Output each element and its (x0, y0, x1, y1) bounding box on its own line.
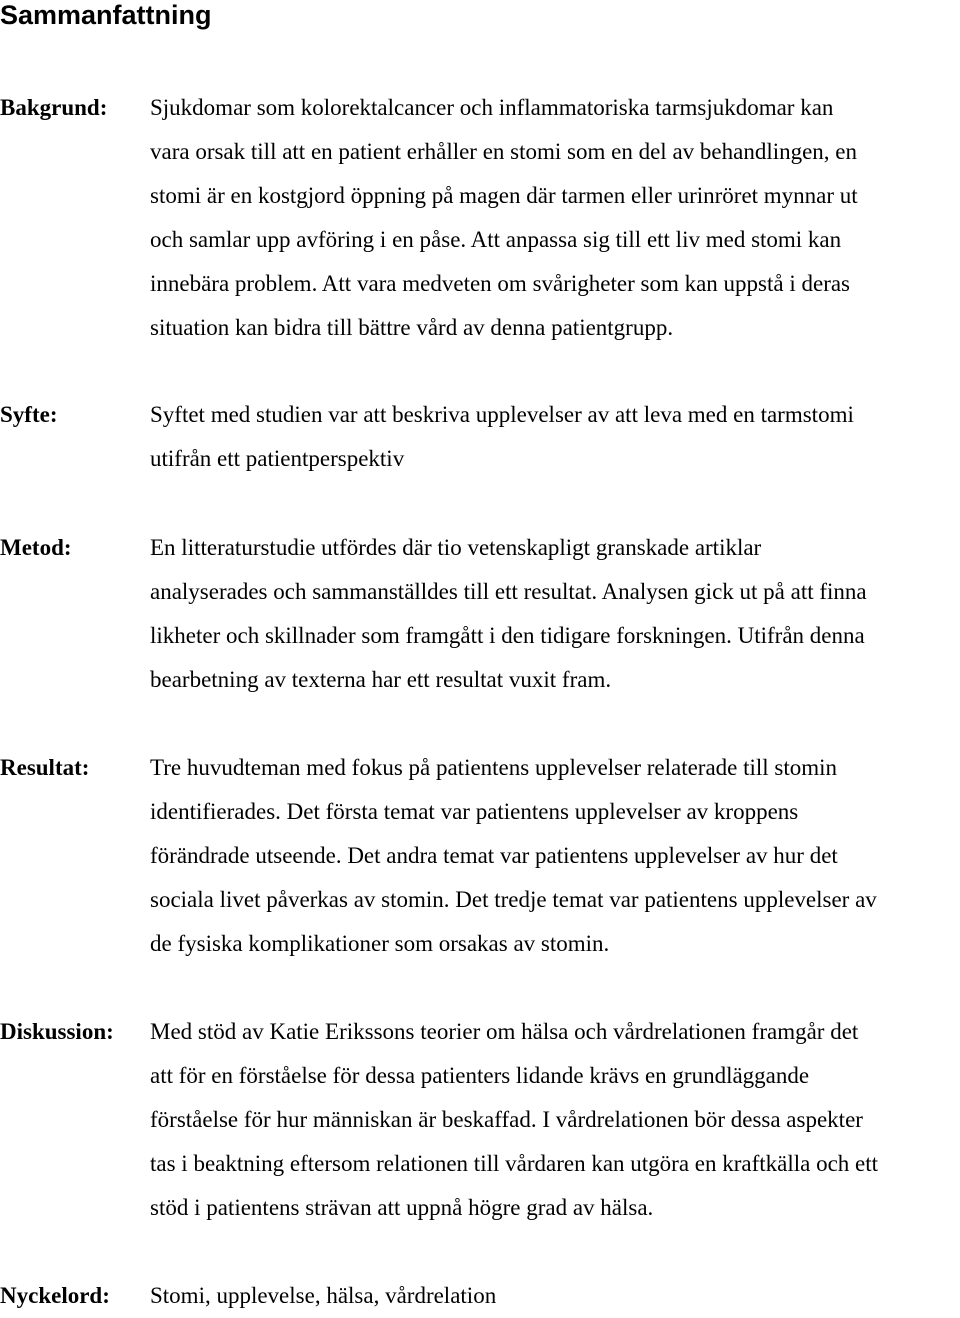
section-label-resultat: Resultat: (0, 755, 90, 780)
text-line: Stomi, upplevelse, hälsa, vårdrelation (150, 1283, 497, 1308)
text-line: tas i beaktning eftersom relationen till vårdaren kan utgöra en kraftkälla och ett (150, 1151, 879, 1176)
section-text-nyckelord (150, 1274, 960, 1318)
text-line: analyserades och sammanställdes till ett resultat. Analysen gick ut på att finna (150, 579, 867, 604)
section-text-metod (150, 526, 960, 702)
section-label-metod: Metod: (0, 535, 72, 560)
text-line: innebära problem. Att vara medveten om svårigheter som kan uppstå i deras (150, 271, 851, 296)
text-line: stomi är en kostgjord öppning på magen där tarmen eller urinröret mynnar ut (150, 183, 858, 208)
section-label-nyckelord: Nyckelord: (0, 1283, 110, 1308)
page-title: Sammanfattning (0, 0, 212, 30)
text-line: bearbetning av texterna har ett resultat vuxit fram. (150, 667, 612, 692)
section-text-resultat (150, 746, 960, 966)
section-label-syfte: Syfte: (0, 402, 58, 427)
section-label-diskussion: Diskussion: (0, 1019, 114, 1044)
text-line: Tre huvudteman med fokus på patientens upplevelser relaterade till stomin (150, 755, 838, 780)
text-line: förändrade utseende. Det andra temat var patientens upplevelser av hur det (150, 843, 838, 868)
text-line: de fysiska komplikationer som orsakas av stomin. (150, 931, 610, 956)
text-line: Med stöd av Katie Erikssons teorier om hälsa och vårdrelationen framgår det (150, 1019, 859, 1044)
text-line: sociala livet påverkas av stomin. Det tredje temat var patientens upplevelser av (150, 887, 877, 912)
text-line: förståelse för hur människan är beskaffad. I vårdrelationen bör dessa aspekter (150, 1107, 863, 1132)
text-line: En litteraturstudie utfördes där tio vetenskapligt granskade artiklar (150, 535, 762, 560)
text-line: situation kan bidra till bättre vård av denna patientgrupp. (150, 315, 674, 340)
section-text-syfte (150, 393, 960, 481)
text-line: Syftet med studien var att beskriva upplevelser av att leva med en tarmstomi (150, 402, 854, 427)
text-line: stöd i patientens strävan att uppnå högre grad av hälsa. (150, 1195, 654, 1220)
section-text-bakgrund (150, 86, 960, 350)
text-line: Sjukdomar som kolorektalcancer och inflammatoriska tarmsjukdomar kan (150, 95, 834, 120)
text-line: att för en förståelse för dessa patienters lidande krävs en grundläggande (150, 1063, 810, 1088)
text-line: identifierades. Det första temat var patientens upplevelser av kroppens (150, 799, 799, 824)
section-label-bakgrund: Bakgrund: (0, 95, 108, 120)
text-line: vara orsak till att en patient erhåller en stomi som en del av behandlingen, en (150, 139, 858, 164)
section-text-diskussion (150, 1010, 960, 1230)
text-line: utifrån ett patientperspektiv (150, 446, 405, 471)
text-line: och samlar upp avföring i en påse. Att anpassa sig till ett liv med stomi kan (150, 227, 842, 252)
text-line: likheter och skillnader som framgått i den tidigare forskningen. Utifrån denna (150, 623, 865, 648)
